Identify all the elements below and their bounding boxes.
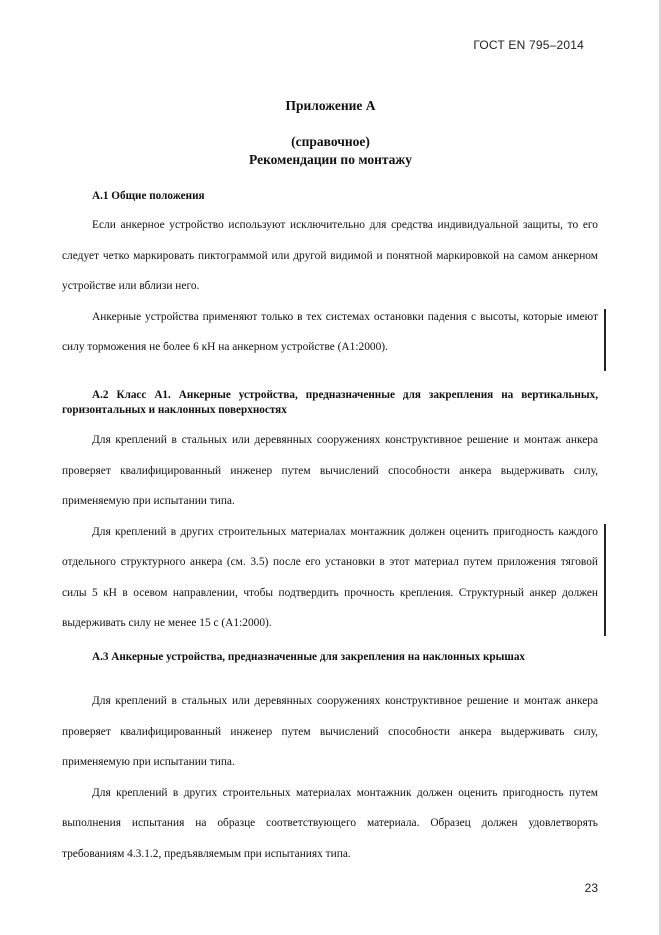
appendix-name: Рекомендации по монтажу <box>249 152 412 167</box>
section-heading-a1: А.1 Общие положения <box>92 190 205 202</box>
paragraph: Анкерные устройства применяют только в тех системах остановки падения с высоты, которые имеют силу торможения не более 6 кН на анкерном устройстве (А1:2000). <box>62 310 598 353</box>
section-a2-body <box>62 425 598 639</box>
appendix-title: Приложение А <box>285 98 376 113</box>
paragraph: Для креплений в стальных или деревянных сооружениях конструктивное решение и монтаж анкера проверяет квалифицированный инженер путем вычислений способности анкера выдерживать силу, применяемую при испытании типа. <box>62 695 598 768</box>
paragraph: Если анкерное устройство используют исключительно для средства индивидуальной защиты, то его следует четко маркировать пиктограммой или другой видимой и понятной маркировкой на самом анкерном устройстве или вблизи него. <box>62 219 598 292</box>
change-bar <box>604 309 606 371</box>
page-number: 23 <box>584 881 598 895</box>
section-a1-body <box>62 210 598 363</box>
section-a3-body <box>62 686 598 869</box>
paragraph: Для креплений в других строительных материалах монтажник должен оценить пригодность путем выполнения испытания на образце соответствующего материала. Образец должен удовлетворять требованиям 4.3.1.2, предъявляемым при испытаниях типа. <box>62 786 598 860</box>
standard-header: ГОСТ EN 795–2014 <box>473 38 584 52</box>
section-heading-a2: А.2 Класс А1. Анкерные устройства, предназначенные для закрепления на вертикальных, горизонтальных и наклонных поверхностях <box>62 389 598 416</box>
paragraph: Для креплений в других строительных материалах монтажник должен оценить пригодность каждого отдельного структурного анкера (см. 3.5) после его установки в этот материал путем приложения тяговой силы 5 кН в осевом направлении, чтобы подтвердить прочность крепления. Структурный анкер должен выдерживать силу не менее 15 с (А1:2000). <box>62 525 598 629</box>
change-bar <box>604 524 606 636</box>
section-heading-a3: А.3 Анкерные устройства, предназначенные для закрепления на наклонных крышах <box>92 651 526 663</box>
appendix-type: (справочное) <box>291 134 370 149</box>
paragraph: Для креплений в стальных или деревянных сооружениях конструктивное решение и монтаж анкера проверяет квалифицированный инженер путем вычислений способности анкера выдерживать силу, применяемую при испытании типа. <box>62 434 598 507</box>
